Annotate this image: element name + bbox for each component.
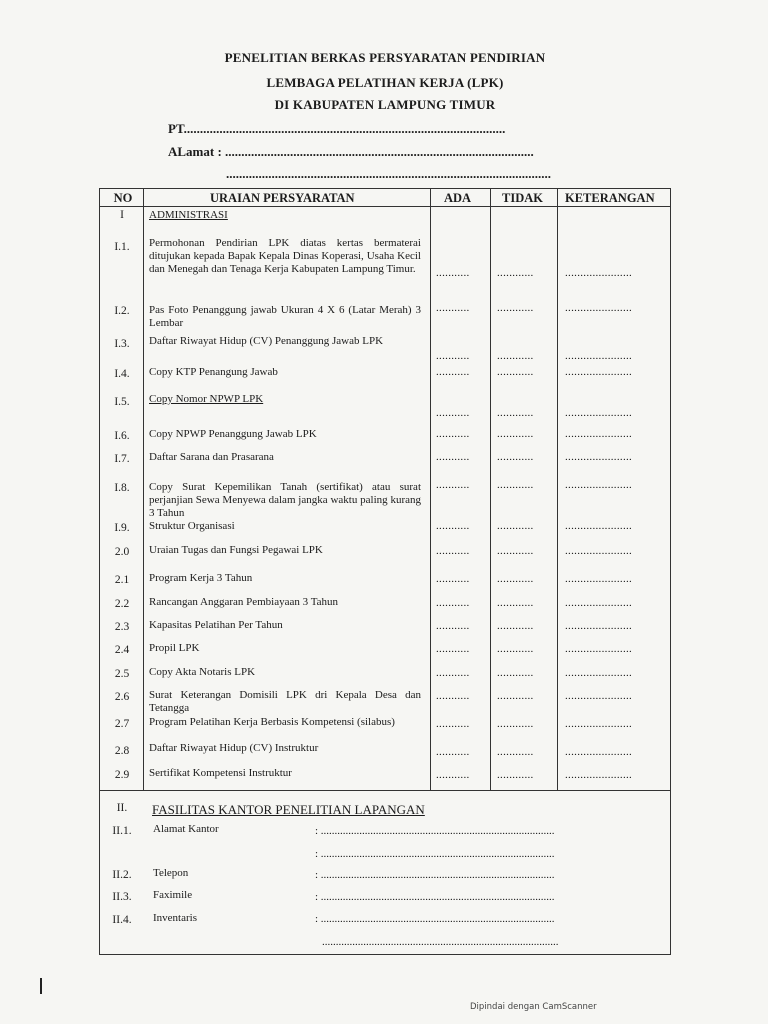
- row-tidak: ............: [497, 667, 534, 679]
- facility-value: : .....................................................................................: [315, 891, 555, 903]
- row-ada: ...........: [436, 479, 470, 491]
- row-text: Copy Surat Kepemilikan Tanah (sertifikat) atau surat perjanjian Sewa Menyewa dalam jangka waktu paling kurang 3 Tahun: [149, 481, 421, 519]
- col-divider-tidak: [557, 188, 558, 790]
- row-ada: ...........: [436, 545, 470, 557]
- col-header-tidak: TIDAK: [502, 191, 543, 205]
- col-header-no: NO: [113, 191, 133, 205]
- row-ket: ......................: [565, 451, 633, 463]
- row-no: I.9.: [114, 522, 130, 534]
- row-ada: ...........: [436, 302, 470, 314]
- row-ada: ...........: [436, 573, 470, 585]
- row-tidak: ............: [497, 718, 534, 730]
- row-no: I.7.: [114, 453, 130, 465]
- row-no: 2.8: [114, 745, 130, 757]
- row-tidak: ............: [497, 746, 534, 758]
- row-no: I.6.: [114, 430, 130, 442]
- title-line-3: DI KABUPATEN LAMPUNG TIMUR: [274, 97, 496, 112]
- row-ket: ......................: [565, 479, 633, 491]
- row-no: 2.9: [114, 769, 130, 781]
- alamat-value-2: ....................................................................................................: [226, 166, 551, 181]
- alamat-field-2: [226, 166, 551, 182]
- col-divider-uraian: [430, 188, 431, 790]
- facility-value: ......................................................................................: [322, 936, 559, 948]
- alamat-field: [168, 144, 534, 160]
- row-no: 2.5: [114, 668, 130, 680]
- row-text: Sertifikat Kompetensi Instruktur: [149, 767, 292, 779]
- row-tidak: ............: [497, 302, 534, 314]
- row-text: Propil LPK: [149, 642, 200, 654]
- facility-value: : .....................................................................................: [315, 913, 555, 925]
- row-ket: ......................: [565, 366, 633, 378]
- facility-label: Telepon: [153, 867, 189, 879]
- row-ket: ......................: [565, 302, 633, 314]
- row-text: Kapasitas Pelatihan Per Tahun: [149, 619, 283, 631]
- row-ket: ......................: [565, 620, 633, 632]
- row-no: I.1.: [114, 241, 130, 253]
- row-tidak: ............: [497, 690, 534, 702]
- facility-value: : .....................................................................................: [315, 848, 555, 860]
- row-tidak: ............: [497, 407, 534, 419]
- row-text: Copy NPWP Penanggung Jawab LPK: [149, 428, 317, 440]
- row-no: I.4.: [114, 368, 130, 380]
- row-no: 2.0: [114, 546, 130, 558]
- row-tidak: ............: [497, 520, 534, 532]
- row-ada: ...........: [436, 267, 470, 279]
- row-ket: ......................: [565, 690, 633, 702]
- row-tidak: ............: [497, 479, 534, 491]
- row-ket: ......................: [565, 407, 633, 419]
- row-tidak: ............: [497, 451, 534, 463]
- row-ket: ......................: [565, 597, 633, 609]
- pt-label: PT.: [168, 121, 187, 136]
- section2-title: FASILITAS KANTOR PENELITIAN LAPANGAN: [152, 802, 425, 817]
- row-ada: ...........: [436, 451, 470, 463]
- col-divider-no: [143, 188, 144, 790]
- row-ada: ...........: [436, 597, 470, 609]
- facility-no: II.1.: [112, 825, 132, 837]
- row-text: Copy Akta Notaris LPK: [149, 666, 256, 678]
- row-text: Struktur Organisasi: [149, 520, 235, 532]
- row-no: 2.3: [114, 621, 130, 633]
- title-line-1: PENELITIAN BERKAS PERSYARATAN PENDIRIAN: [224, 50, 546, 65]
- row-no: 2.4: [114, 644, 130, 656]
- row-ket: ......................: [565, 718, 633, 730]
- row-ket: ......................: [565, 667, 633, 679]
- row-ket: ......................: [565, 428, 633, 440]
- row-no: I.3.: [114, 338, 130, 350]
- scan-edge-mark: [40, 978, 42, 994]
- col-divider-ada: [490, 188, 491, 790]
- row-ada: ...........: [436, 690, 470, 702]
- row-no: 2.7: [114, 718, 130, 730]
- row-ket: ......................: [565, 573, 633, 585]
- row-text: Daftar Riwayat Hidup (CV) Penanggung Jawab LPK: [149, 335, 384, 347]
- facility-label: Alamat Kantor: [153, 823, 219, 835]
- row-text: Program Pelatihan Kerja Berbasis Kompetensi (silabus): [149, 716, 395, 728]
- facility-label: Inventaris: [153, 912, 197, 924]
- scanner-watermark: Dipindai dengan CamScanner: [470, 1002, 597, 1012]
- row-ket: ......................: [565, 520, 633, 532]
- row-no: I.8.: [114, 482, 130, 494]
- row-ada: ...........: [436, 350, 470, 362]
- row-tidak: ............: [497, 545, 534, 557]
- row-no: I.5.: [114, 396, 130, 408]
- col-header-ada: ADA: [444, 191, 472, 205]
- row-text: Permohonan Pendirian LPK diatas kertas bermaterai ditujukan kepada Bapak Kepala Dinas Koperasi, Usaha Kecil dan Menegah dan Tenaga Kerja Kabupaten Lampung Timur.: [149, 237, 421, 275]
- row-tidak: ............: [497, 643, 534, 655]
- row-ada: ...........: [436, 667, 470, 679]
- row-tidak: ............: [497, 267, 534, 279]
- facility-label: Faximile: [153, 889, 193, 901]
- row-text: Surat Keterangan Domisili LPK dri Kepala Desa dan Tetangga: [149, 689, 421, 714]
- row-text: Pas Foto Penanggung jawab Ukuran 4 X 6 (Latar Merah) 3 Lembar: [149, 304, 421, 329]
- row-ket: ......................: [565, 643, 633, 655]
- row-ada: ...........: [436, 428, 470, 440]
- row-no: I.2.: [114, 305, 130, 317]
- row-ket: ......................: [565, 267, 633, 279]
- row-text: Rancangan Anggaran Pembiayaan 3 Tahun: [149, 596, 339, 608]
- row-tidak: ............: [497, 428, 534, 440]
- row-text: Daftar Riwayat Hidup (CV) Instruktur: [149, 742, 319, 754]
- row-tidak: ............: [497, 597, 534, 609]
- row-tidak: ............: [497, 620, 534, 632]
- section-divider: [99, 790, 671, 791]
- row-no: 2.6: [114, 691, 130, 703]
- facility-no: II.2.: [112, 869, 132, 881]
- row-text: Copy Nomor NPWP LPK: [149, 393, 264, 405]
- row-tidak: ............: [497, 769, 534, 781]
- row-ada: ...........: [436, 718, 470, 730]
- row-tidak: ............: [497, 350, 534, 362]
- row-ada: ...........: [436, 520, 470, 532]
- facility-value: : .....................................................................................: [315, 869, 555, 881]
- row-ada: ...........: [436, 643, 470, 655]
- row-ada: ...........: [436, 407, 470, 419]
- row-no: 2.2: [114, 598, 130, 610]
- row-text: Program Kerja 3 Tahun: [149, 572, 253, 584]
- section1-title: ADMINISTRASI: [149, 209, 228, 221]
- section2-no: II.: [116, 802, 128, 814]
- row-tidak: ............: [497, 366, 534, 378]
- row-ada: ...........: [436, 366, 470, 378]
- row-text: Daftar Sarana dan Prasarana: [149, 451, 274, 463]
- row-ada: ...........: [436, 769, 470, 781]
- facility-no: II.4.: [112, 914, 132, 926]
- pt-value: ..................................................................................................: [186, 121, 506, 136]
- title-line-2: LEMBAGA PELATIHAN KERJA (LPK): [266, 75, 504, 90]
- row-ket: ......................: [565, 769, 633, 781]
- facility-value: : .....................................................................................: [315, 825, 555, 837]
- row-text: Copy KTP Penangung Jawab: [149, 366, 278, 378]
- section1-no: I: [120, 209, 124, 221]
- row-ada: ...........: [436, 746, 470, 758]
- row-text: Uraian Tugas dan Fungsi Pegawai LPK: [149, 544, 323, 556]
- row-ket: ......................: [565, 746, 633, 758]
- col-header-uraian: URAIAN PERSYARATAN: [210, 191, 355, 205]
- header-divider: [99, 206, 671, 207]
- row-ket: ......................: [565, 545, 633, 557]
- alamat-label: ALamat :: [168, 144, 222, 159]
- pt-field: [168, 121, 505, 137]
- row-ket: ......................: [565, 350, 633, 362]
- col-header-keterangan: KETERANGAN: [565, 191, 655, 205]
- alamat-value: ...............................................................................................: [225, 144, 534, 159]
- row-no: 2.1: [114, 574, 130, 586]
- facility-no: II.3.: [112, 891, 132, 903]
- row-ada: ...........: [436, 620, 470, 632]
- row-tidak: ............: [497, 573, 534, 585]
